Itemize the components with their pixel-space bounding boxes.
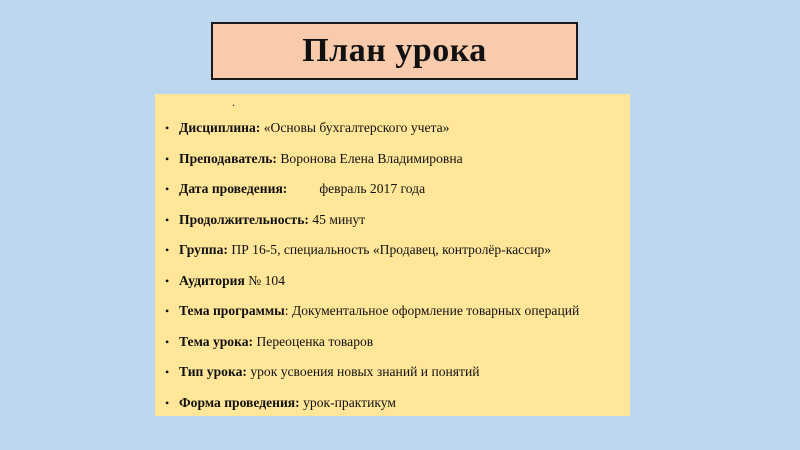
list-item-format <box>165 391 627 422</box>
list-item-discipline <box>165 116 627 147</box>
list-item-lesson-type <box>165 360 627 391</box>
item-label: Дисциплина: <box>179 120 261 135</box>
list-item-room <box>165 269 627 300</box>
item-label: Форма проведения: <box>179 394 300 410</box>
list-item-date <box>165 177 627 208</box>
item-label: Преподаватель: <box>179 150 277 166</box>
page-title: План урока <box>302 32 487 69</box>
list-item-lesson-topic <box>165 330 627 361</box>
item-label: Дата проведения: <box>179 181 288 196</box>
bullet-icon: • <box>165 182 170 196</box>
item-value: Воронова Елена Владимировна <box>280 150 463 166</box>
item-value: урок усвоения новых знаний и понятий <box>250 364 480 379</box>
bullet-icon: • <box>165 334 170 349</box>
item-value: № 104 <box>248 272 286 288</box>
item-value: : Документальное оформление товарных операций <box>284 303 580 318</box>
item-value: урок-практикум <box>303 394 397 410</box>
bullet-icon: • <box>165 395 170 410</box>
lesson-info-panel <box>155 94 630 416</box>
list-item-group <box>165 238 627 269</box>
item-value: 45 минут <box>312 211 366 227</box>
list-item-teacher <box>165 147 627 178</box>
bullet-icon: • <box>165 365 170 379</box>
item-value: февраль 2017 года <box>319 181 426 196</box>
item-label: Тема программы <box>179 303 285 318</box>
stray-dot: . <box>232 95 235 109</box>
bullet-icon: • <box>165 273 170 288</box>
item-label: Группа: <box>179 242 228 257</box>
bullet-icon: • <box>165 151 170 166</box>
list-item-duration <box>165 208 627 239</box>
bullet-icon: • <box>165 243 170 257</box>
lesson-info-list <box>165 116 627 421</box>
item-label: Продолжительность: <box>179 211 309 227</box>
title-box <box>211 22 578 80</box>
item-label: Тема урока: <box>179 333 254 349</box>
list-item-program-topic <box>165 299 627 330</box>
bullet-icon: • <box>165 304 170 318</box>
item-value: Переоценка товаров <box>256 333 374 349</box>
item-value: ПР 16-5, специальность «Продавец, контролёр-кассир» <box>231 242 552 257</box>
bullet-icon: • <box>165 212 170 227</box>
item-label: Аудитория <box>179 272 245 288</box>
item-value: «Основы бухгалтерского учета» <box>263 120 450 135</box>
bullet-icon: • <box>165 121 170 135</box>
item-label: Тип урока: <box>179 364 247 379</box>
